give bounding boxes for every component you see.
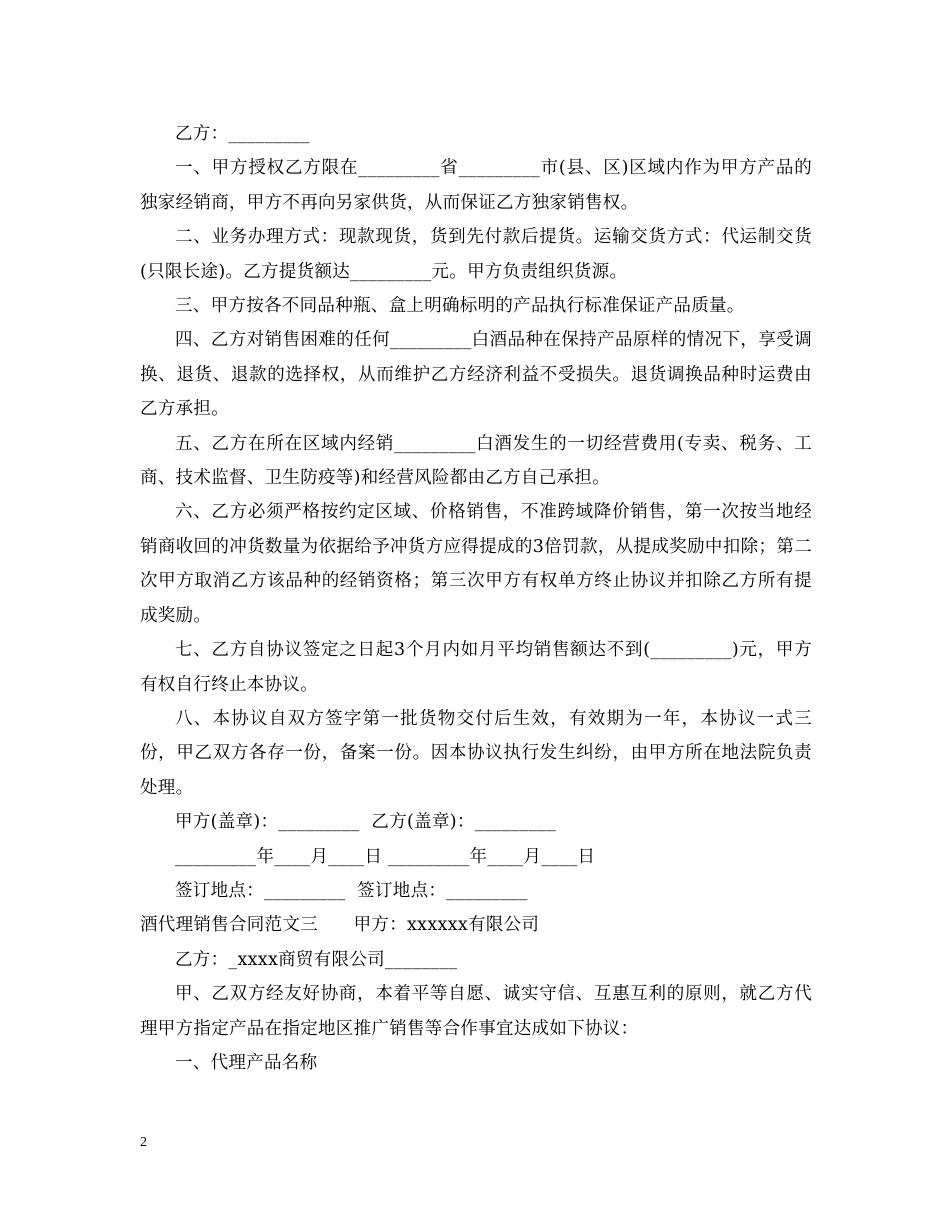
clause-8: 八、本协议自双方签字第一批货物交付后生效，有效期为一年，本协议一式三份，甲乙双方各存一份，备案一份。因本协议执行发生纠纷，由甲方所在地法院负责处理。 (140, 708, 812, 798)
page-number: 2 (140, 1135, 147, 1150)
clause-5: 五、乙方在所在区域内经销_________白酒发生的一切经营费用(专卖、税务、工商、技术监督、卫生防疫等)和经营风险都由乙方自己承担。 (140, 433, 812, 489)
document-body (140, 117, 812, 1080)
clause-3: 三、甲方按各不同品种瓶、盒上明确标明的产品执行标准保证产品质量。 (175, 296, 745, 317)
clause-2: 二、业务办理方式：现款现货，货到先付款后提货。运输交货方式：代运制交货(只限长途)。乙方提货额达_________元。甲方负责组织货源。 (140, 227, 812, 282)
preamble: 甲、乙双方经友好协商，本着平等自愿、诚实守信、互惠互利的原则，就乙方代理甲方指定产品在指定地区推广销售等合作事宜达成如下协议： (140, 984, 812, 1039)
signing-place-line: 签订地点：_________ 签订地点：_________ (175, 880, 528, 901)
contract-three-heading: 酒代理销售合同范文三 甲方：xxxxxx有限公司 (140, 915, 540, 936)
clause-4: 四、乙方对销售困难的任何_________白酒品种在保持产品原样的情况下，享受调换、退货、退款的选择权，从而维护乙方经济利益不受损失。退货调换品种时运费由乙方承担。 (140, 330, 812, 420)
clause-7: 七、乙方自协议签定之日起3个月内如月平均销售额达不到(_________)元，甲方有权自行终止本协议。 (140, 640, 812, 695)
party-b-company-line: 乙方：_xxxx商贸有限公司________ (175, 949, 458, 970)
clause-1: 一、甲方授权乙方限在_________省_________市(县、区)区域内作为甲方产品的独家经销商，甲方不再向另家供货，从而保证乙方独家销售权。 (140, 158, 812, 213)
clause-6: 六、乙方必须严格按约定区域、价格销售，不准跨域降价销售，第一次按当地经销商收回的冲货数量为依据给予冲货方应得提成的3倍罚款，从提成奖励中扣除；第二次甲方取消乙方该品种的经销资格；第三次甲方有权单方终止协议并扣除乙方所有提成奖励。 (140, 502, 812, 626)
party-b-line: 乙方：_________ (175, 124, 310, 144)
section-1-heading: 一、代理产品名称 (175, 1052, 318, 1073)
signature-line: 甲方(盖章)：_________ 乙方(盖章)：_________ (175, 812, 557, 833)
date-line: _________年____月____日 _________年____月____日 (175, 846, 596, 867)
